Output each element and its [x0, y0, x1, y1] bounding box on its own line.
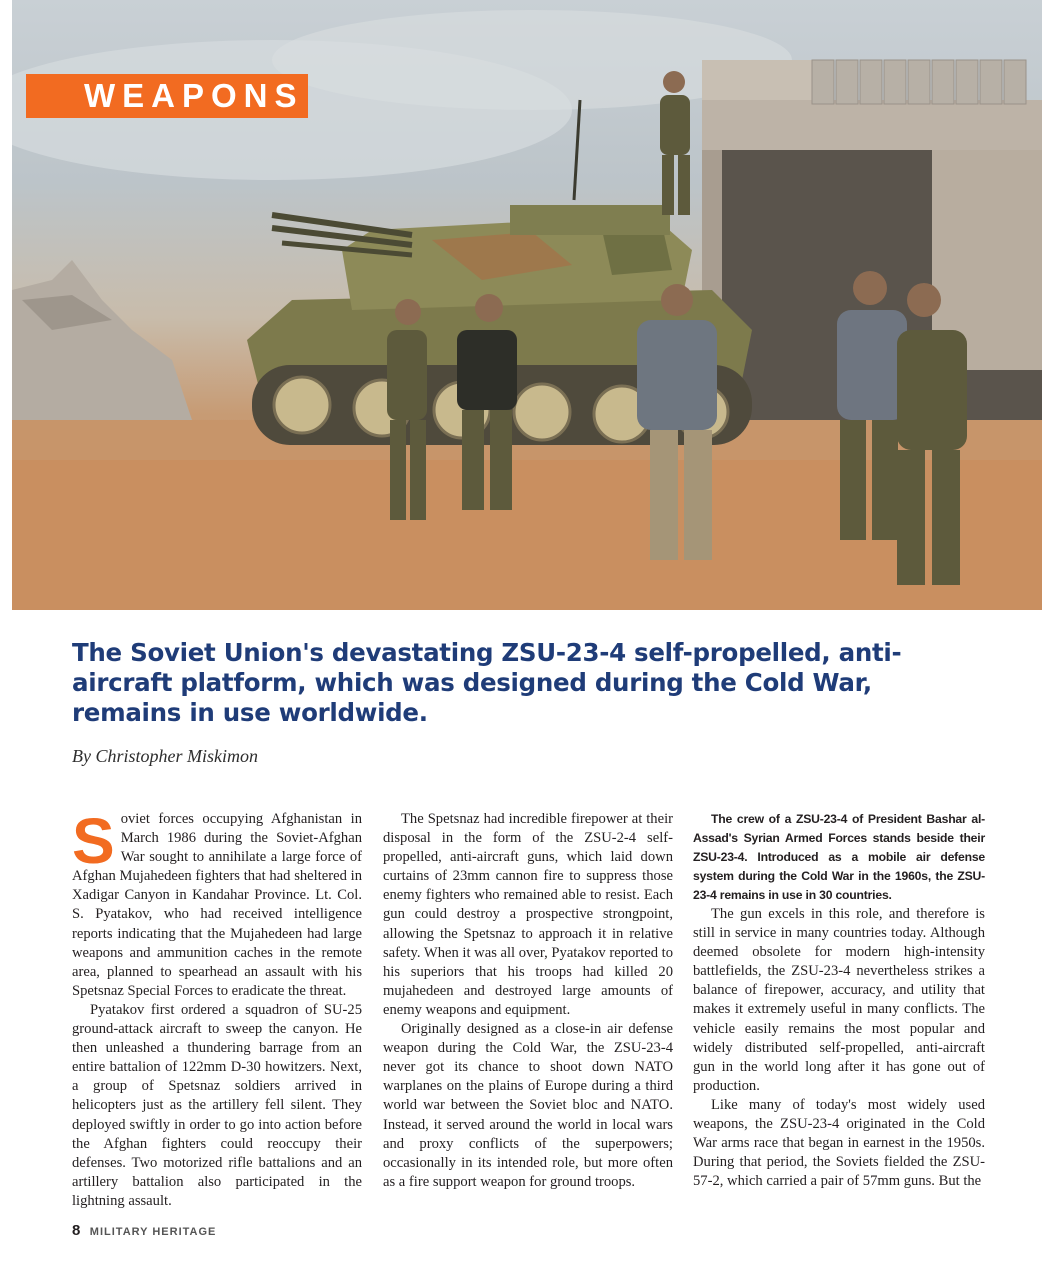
photo-caption: The crew of a ZSU-23-4 of President Bashar al-Assad's Syrian Armed Forces stands beside their ZSU-23-4. Introduced as a mobile air defense system during the Cold War in the 1960s, the ZSU-23-4 remains in use in 30 countries. — [693, 812, 985, 902]
rubble-wall — [12, 260, 192, 420]
body-column-1 — [72, 805, 362, 1211]
paragraph — [72, 805, 362, 1001]
magazine-name: MILITARY HERITAGE — [89, 1226, 217, 1238]
byline: By Christopher Miskimon — [72, 746, 258, 766]
page-folio — [72, 1222, 216, 1240]
paragraph: Pyatakov first ordered a squadron of SU-25 ground-attack aircraft to sweep the canyon. He then unleashed a thundering barrage from an entire battalion of 122mm D-30 howitzers. Next, a group of Spetsnaz soldiers arrived in helicopters just as the artillery fell silent. They deployed swiftly in order to go into action before the Afghan fighters could reoccupy their defenses. Two motorized rifle battalions and an artillery battalion also participated in the lightning assault. — [72, 1001, 362, 1209]
paragraph-text: oviet forces occupying Afghanistan in March 1986 during the Soviet-Afghan War sought to annihilate a large force of Afghan Mujahedeen fighters that had sheltered in Xadigar Canyon in Kandahar Province. Lt. Col. S. Pyatakov, who had received intelligence reports indicating that the Mujahedeen had large weapons and ammunition caches in the remote area, planned to spearhead an assault with his Spetsnaz Special Forces to eradicate the threat. — [72, 811, 362, 999]
paragraph: The Spetsnaz had incredible firepower at their disposal in the form of the ZSU-2-4 self-propelled, anti-aircraft guns, which laid down curtains of 23mm cannon fire to suppress those enemy fighters who remained able to resist. Each gun could destroy a prospective strongpoint, allowing the Spetsnaz to approach it in relative safety. When it was all over, Pyatakov reported to his superiors that his troops had killed 20 mujahedeen and destroyed large amounts of enemy weapons and equipment. — [383, 811, 673, 1018]
headline: The Soviet Union's devastating ZSU-23-4 self-propelled, anti-aircraft platform, which was designed during the Cold War, remains in use worldwide. — [72, 638, 902, 727]
paragraph: Like many of today's most widely used weapons, the ZSU-23-4 originated in the Cold War arms race that began in earnest in the 1950s. During that period, the Soviets fielded the ZSU-57-2, which carried a pair of 57mm guns. But the — [693, 1096, 985, 1190]
paragraph: Originally designed as a close-in air defense weapon during the Cold War, the ZSU-23-4 never got its chance to shoot down NATO warplanes on the plains of Europe during a third world war between the Soviet bloc and NATO. Instead, it served around the world in local wars and proxy conflicts of the superpowers; occasionally in its intended role, but more often as a fire support weapon for ground troops. — [383, 1021, 673, 1190]
body-column-3 — [693, 810, 985, 1191]
body-column-2 — [383, 810, 673, 1192]
paragraph: The gun excels in this role, and therefore is still in service in many countries today. Although deemed obsolete for modern high-intensity battlefields, the ZSU-23-4 nevertheless strikes a balance of firepower, accuracy, and utility that makes it extremely useful in many conflicts. The vehicle easily remains the most popular and widely distributed self-propelled, anti-aircraft gun in the world long after it has gone out of production. — [693, 906, 985, 1094]
section-tag: WEAPONS — [26, 74, 308, 118]
drop-cap: S — [72, 805, 115, 877]
page-number: 8 — [72, 1222, 81, 1239]
hero-photo — [12, 0, 1042, 610]
